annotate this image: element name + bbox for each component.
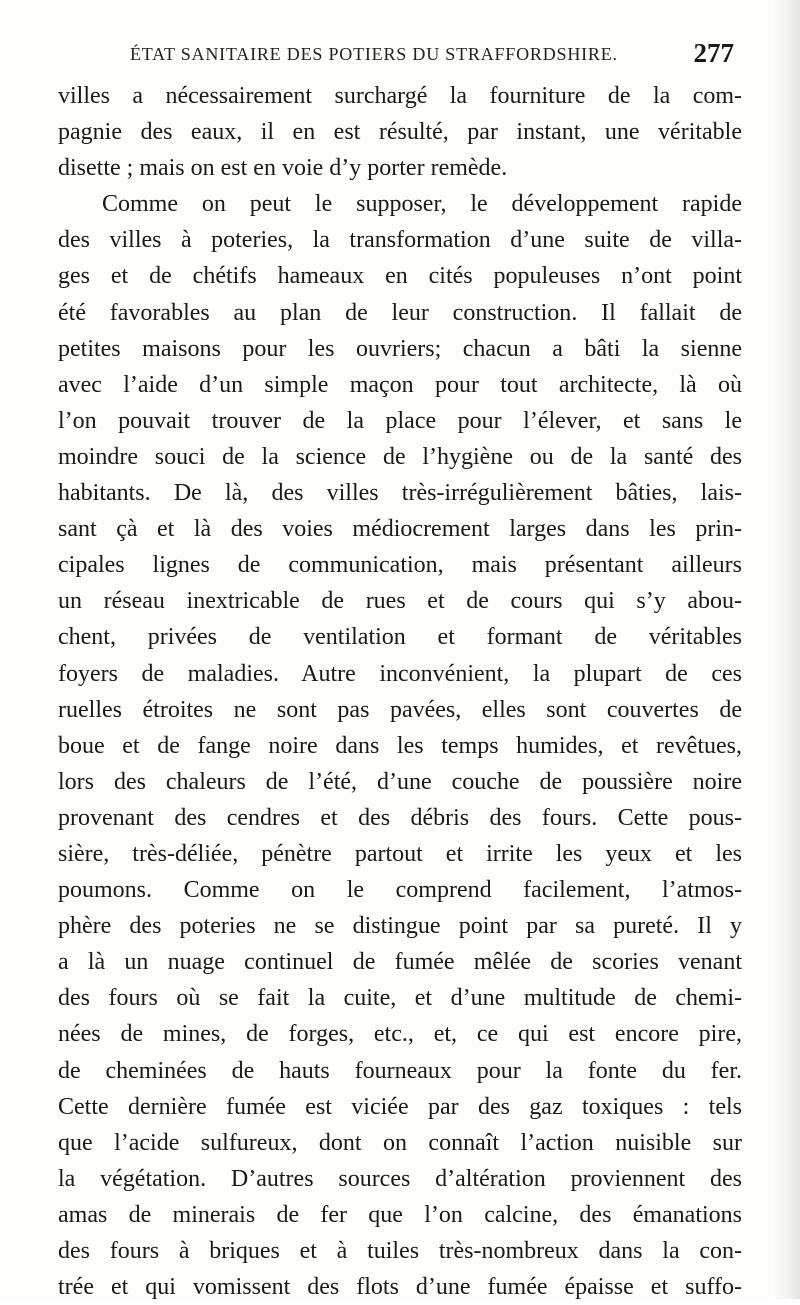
text-line: foyers de maladies. Autre inconvénient, la plupart de ces — [58, 660, 742, 687]
text-line: que l’acide sulfureux, dont on connaît l’action nuisible sur — [58, 1129, 742, 1156]
text-line: chent, privées de ventilation et formant de véritables — [58, 624, 742, 651]
text-line: boue et de fange noire dans les temps humides, et revêtues, — [58, 732, 742, 759]
text-line: poumons. Comme on le comprend facilement, l’atmos- — [58, 877, 742, 904]
text-line: moindre souci de la science de l’hygiène ou de la santé des — [58, 443, 742, 470]
text-line: la végétation. D’autres sources d’altération proviennent des — [58, 1165, 742, 1192]
text-line: un réseau inextricable de rues et de cours qui s’y abou- — [58, 588, 742, 615]
text-line: de cheminées de hauts fourneaux pour la fonte du fer. — [58, 1057, 742, 1084]
text-line: Cette dernière fumée est viciée par des gaz toxiques : tels — [58, 1093, 742, 1120]
text-line: ruelles étroites ne sont pas pavées, elles sont couvertes de — [58, 696, 742, 723]
text-line: provenant des cendres et des débris des fours. Cette pous- — [58, 804, 742, 831]
text-line: Comme on peut le supposer, le développement rapide — [102, 191, 742, 218]
text-line: des fours à briques et à tuiles très-nombreux dans la con- — [58, 1238, 742, 1264]
text-line: trée et qui vomissent des flots d’une fumée épaisse et suffo- — [58, 1274, 742, 1301]
text-line: des fours où se fait la cuite, et d’une multitude de chemi- — [58, 985, 742, 1012]
text-line: cipales lignes de communication, mais présentant ailleurs — [58, 552, 742, 579]
text-line: villes a nécessairement surchargé la fourniture de la com- — [58, 83, 742, 109]
text-line: des villes à poteries, la transformation d’une suite de villa- — [58, 227, 742, 254]
text-line: pagnie des eaux, il en est résulté, par instant, une véritable — [58, 119, 742, 146]
text-line: l’on pouvait trouver de la place pour l’élever, et sans le — [58, 407, 742, 434]
body-text — [58, 78, 742, 1305]
text-line: petites maisons pour les ouvriers; chacun a bâti la sienne — [58, 335, 742, 362]
page-edge-shadow — [772, 0, 800, 1299]
text-line: été favorables au plan de leur construction. Il fallait de — [58, 299, 742, 326]
text-line: a là un nuage continuel de fumée mêlée de scories venant — [58, 949, 742, 976]
text-line: amas de minerais de fer que l’on calcine, des émanations — [58, 1201, 742, 1228]
running-head — [58, 40, 740, 76]
text-line: nées de mines, de forges, etc., et, ce qui est encore pire, — [58, 1021, 742, 1048]
text-line: sière, très-déliée, pénètre partout et irrite les yeux et les — [58, 840, 742, 867]
text-line: avec l’aide d’un simple maçon pour tout architecte, là où — [58, 371, 742, 398]
text-line: disette ; mais on est en voie d’y porter remède. — [58, 155, 508, 182]
text-line: lors des chaleurs de l’été, d’une couche de poussière noire — [58, 768, 742, 795]
text-line: sant çà et là des voies médiocrement larges dans les prin- — [58, 516, 742, 543]
text-line: phère des poteries ne se distingue point par sa pureté. Il y — [58, 913, 742, 940]
page-number: 277 — [693, 38, 734, 68]
text-line: habitants. De là, des villes très-irrégulièrement bâties, lais- — [58, 480, 742, 507]
running-title: ÉTAT SANITAIRE DES POTIERS DU STRAFFORDSHIRE. — [130, 44, 618, 64]
text-line: ges et de chétifs hameaux en cités populeuses n’ont point — [58, 263, 742, 290]
